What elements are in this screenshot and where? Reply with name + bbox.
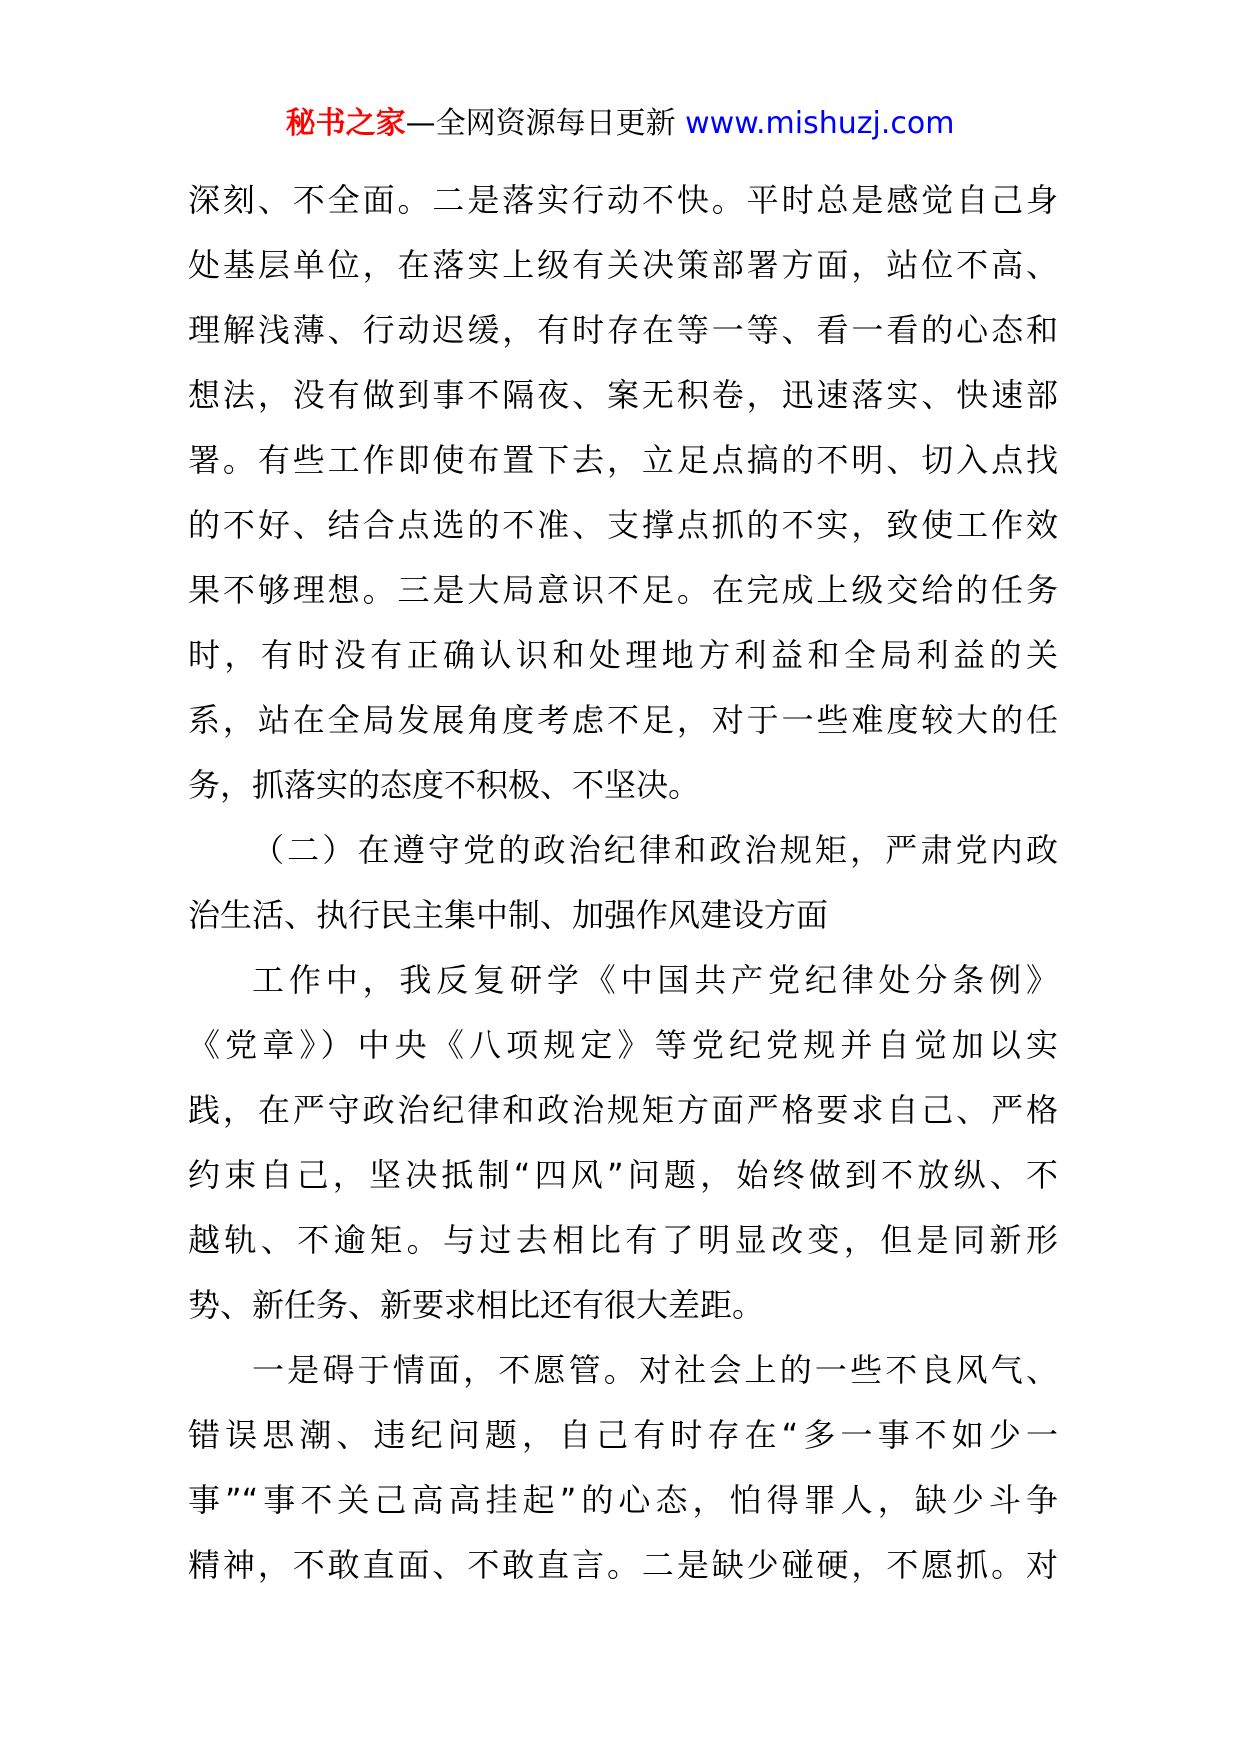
brand-name: 秘书之家: [285, 106, 406, 141]
paragraph-line: 精神，不敢直面、不敢直言。二是缺少碰硬，不愿抓。对: [188, 1546, 1058, 1584]
paragraph-line: 约束自己，坚决抵制“四风”问题，始终做到不放纵、不: [188, 1156, 1058, 1194]
paragraph-line: 处基层单位，在落实上级有关决策部署方面，站位不高、: [188, 246, 1058, 284]
paragraph-line: 深刻、不全面。二是落实行动不快。平时总是感觉自己身: [188, 181, 1058, 219]
paragraph-line: 事”“事不关己高高挂起”的心态，怕得罪人，缺少斗争: [188, 1481, 1058, 1519]
paragraph-line: 践，在严守政治纪律和政治规矩方面严格要求自己、严格: [188, 1091, 1058, 1129]
paragraph-line: 一是碍于情面，不愿管。对社会上的一些不良风气、: [252, 1351, 1058, 1389]
paragraph-line: 《党章》）中央《八项规定》等党纪党规并自觉加以实: [188, 1026, 1058, 1064]
section-heading-line: 治生活、执行民主集中制、加强作风建设方面: [188, 896, 829, 934]
paragraph-line: 越轨、不逾矩。与过去相比有了明显改变，但是同新形: [188, 1221, 1058, 1259]
paragraph-line: 理解浅薄、行动迟缓，有时存在等一等、看一看的心态和: [188, 311, 1058, 349]
site-header: [0, 104, 1240, 144]
document-body: [188, 168, 1058, 1598]
section-heading-line: （二）在遵守党的政治纪律和政治规矩，严肃党内政: [252, 831, 1058, 869]
paragraph-line: 的不好、结合点选的不准、支撑点抓的不实，致使工作效: [188, 506, 1058, 544]
paragraph-line: 势、新任务、新要求相比还有很大差距。: [188, 1286, 765, 1324]
paragraph-line: 想法，没有做到事不隔夜、案无积卷，迅速落实、快速部: [188, 376, 1058, 414]
paragraph-line: 时，有时没有正确认识和处理地方利益和全局利益的关: [188, 636, 1058, 674]
site-url-link[interactable]: www.mishuzj.com: [685, 106, 955, 141]
paragraph-line: 系，站在全局发展角度考虑不足，对于一些难度较大的任: [188, 701, 1058, 739]
paragraph-line: 工作中，我反复研学《中国共产党纪律处分条例》: [252, 961, 1058, 999]
paragraph-line: 署。有些工作即使布置下去，立足点搞的不明、切入点找: [188, 441, 1058, 479]
paragraph-line: 果不够理想。三是大局意识不足。在完成上级交给的任务: [188, 571, 1058, 609]
paragraph-line: 错误思潮、违纪问题，自己有时存在“多一事不如少一: [188, 1416, 1058, 1454]
paragraph-line: 务，抓落实的态度不积极、不坚决。: [188, 766, 701, 804]
header-tagline: —全网资源每日更新: [405, 106, 686, 141]
